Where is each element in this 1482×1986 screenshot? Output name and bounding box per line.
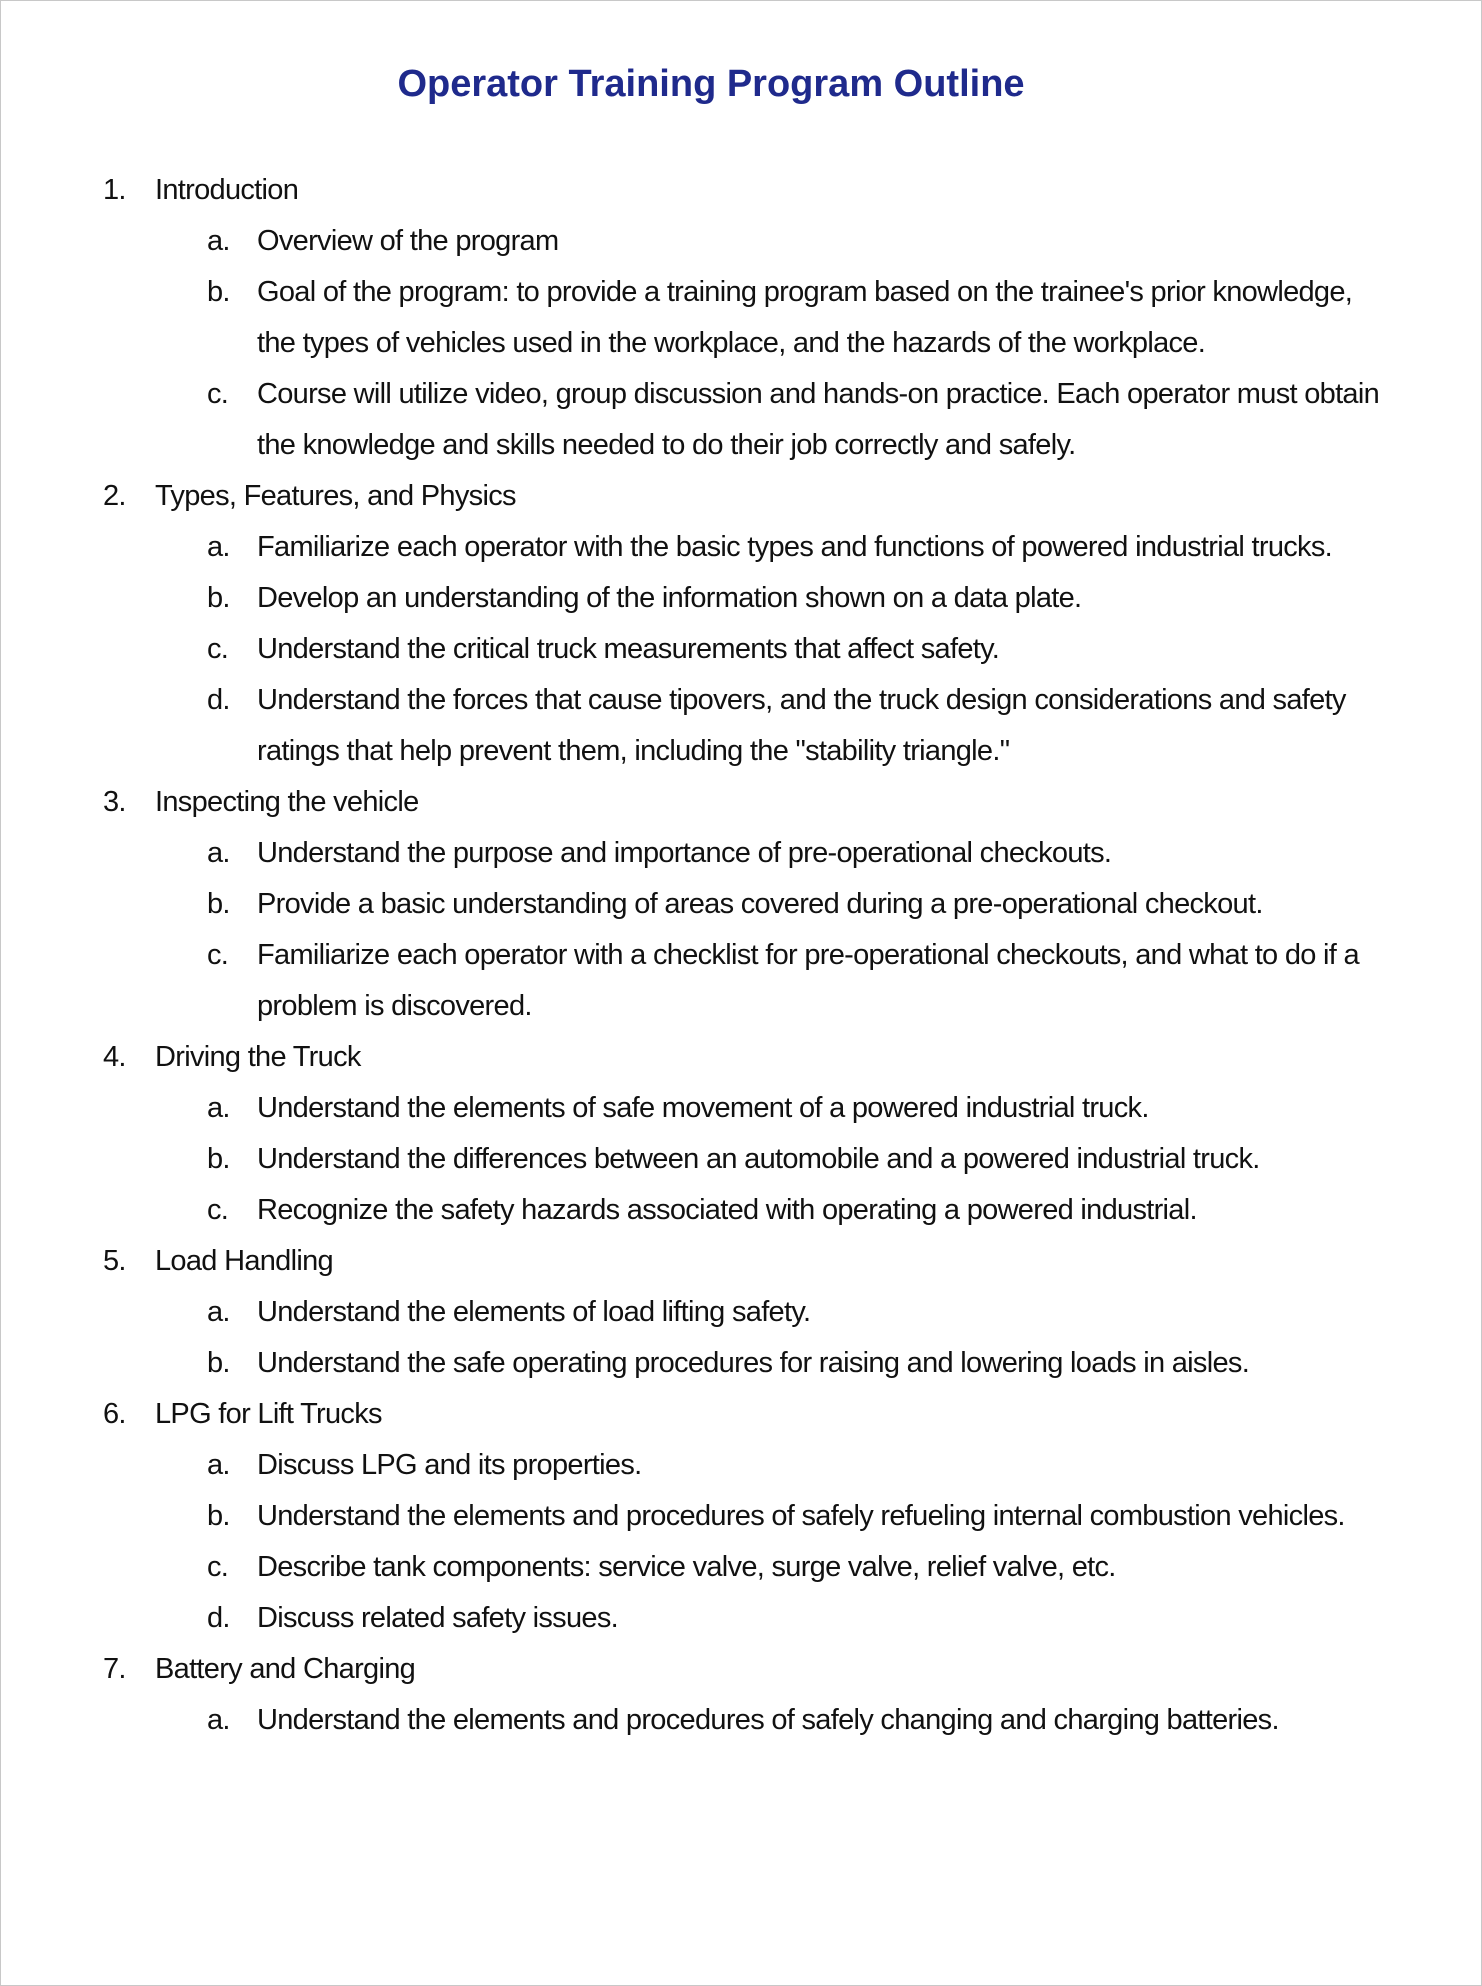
subsection-text: Understand the differences between an automobile and a powered industrial truck. [257,1143,1260,1175]
subsection-item [103,1134,1403,1185]
subsection-letter: b. [207,582,230,614]
subsection-text: Overview of the program [257,225,559,257]
section-heading: Driving the Truck [155,1041,361,1073]
subsection-letter: d. [207,1602,230,1634]
outline-list [103,165,1403,1746]
subsection-text: Develop an understanding of the information shown on a data plate. [257,582,1082,614]
subsection-item [103,1491,1403,1542]
section-number: 3. [103,786,126,818]
subsection-text: Understand the critical truck measurements that affect safety. [257,633,1000,665]
subsection-letter: c. [207,939,229,971]
subsection-letter: a. [207,1296,230,1328]
section-item [103,165,1403,216]
subsection-item [103,1083,1403,1134]
subsection-letter: a. [207,1704,230,1736]
subsection-item [103,828,1403,879]
subsection-item [103,1338,1403,1389]
subsection-text: Course will utilize video, group discussion and hands-on practice. Each operator must obtain the knowledge and skills needed to do their job correctly and safely. [257,378,1380,461]
subsection-letter: c. [207,1194,229,1226]
section-heading: Types, Features, and Physics [155,480,516,512]
subsection-item [103,930,1403,1032]
subsection-letter: b. [207,1347,230,1379]
section-item [103,1389,1403,1440]
subsection-letter: a. [207,225,230,257]
subsection-item [103,216,1403,267]
section-item [103,1644,1403,1695]
subsection-letter: b. [207,276,230,308]
subsection-letter: b. [207,1143,230,1175]
subsection-item [103,1542,1403,1593]
subsection-item [103,369,1403,471]
section-item [103,471,1403,522]
subsection-text: Understand the elements of load lifting safety. [257,1296,811,1328]
subsection-letter: b. [207,1500,230,1532]
section-item [103,777,1403,828]
section-number: 1. [103,174,126,206]
subsection-text: Familiarize each operator with the basic types and functions of powered industrial trucks. [257,531,1333,563]
subsection-text: Understand the elements of safe movement of a powered industrial truck. [257,1092,1149,1124]
subsection-item [103,1287,1403,1338]
subsection-letter: a. [207,1449,230,1481]
section-number: 2. [103,480,126,512]
subsection-letter: c. [207,633,229,665]
section-item [103,1236,1403,1287]
subsection-text: Understand the forces that cause tipovers, and the truck design considerations and safety ratings that help prevent them, including the "stability triangle." [257,684,1346,767]
subsection-text: Describe tank components: service valve, surge valve, relief valve, etc. [257,1551,1116,1583]
subsection-letter: c. [207,1551,229,1583]
section-heading: Introduction [155,174,299,206]
subsection-item [103,267,1403,369]
subsection-letter: a. [207,531,230,563]
section-item [103,1032,1403,1083]
subsection-text: Understand the elements and procedures of safely changing and charging batteries. [257,1704,1279,1736]
subsection-item [103,573,1403,624]
subsection-text: Understand the purpose and importance of pre-operational checkouts. [257,837,1112,869]
subsection-text: Understand the elements and procedures of safely refueling internal combustion vehicles. [257,1500,1345,1532]
subsection-text: Familiarize each operator with a checklist for pre-operational checkouts, and what to do if a problem is discovered. [257,939,1359,1022]
section-heading: Load Handling [155,1245,333,1277]
section-number: 7. [103,1653,126,1685]
section-heading: LPG for Lift Trucks [155,1398,382,1430]
subsection-item [103,1593,1403,1644]
subsection-item [103,675,1403,777]
subsection-text: Understand the safe operating procedures for raising and lowering loads in aisles. [257,1347,1250,1379]
subsection-item [103,879,1403,930]
subsection-letter: a. [207,837,230,869]
subsection-text: Recognize the safety hazards associated with operating a powered industrial. [257,1194,1197,1226]
section-heading: Inspecting the vehicle [155,786,419,818]
subsection-letter: d. [207,684,230,716]
subsection-text: Provide a basic understanding of areas covered during a pre-operational checkout. [257,888,1263,920]
subsection-letter: c. [207,378,229,410]
subsection-item [103,1185,1403,1236]
subsection-item [103,1695,1403,1746]
subsection-item [103,522,1403,573]
section-number: 6. [103,1398,126,1430]
subsection-item [103,1440,1403,1491]
subsection-text: Goal of the program: to provide a training program based on the trainee's prior knowledge, the types of vehicles used in the workplace, and the hazards of the workplace. [257,276,1353,359]
section-heading: Battery and Charging [155,1653,416,1685]
document-title: Operator Training Program Outline [397,63,1025,105]
subsection-text: Discuss LPG and its properties. [257,1449,642,1481]
subsection-letter: b. [207,888,230,920]
section-number: 5. [103,1245,126,1277]
subsection-text: Discuss related safety issues. [257,1602,618,1634]
section-number: 4. [103,1041,126,1073]
subsection-letter: a. [207,1092,230,1124]
subsection-item [103,624,1403,675]
